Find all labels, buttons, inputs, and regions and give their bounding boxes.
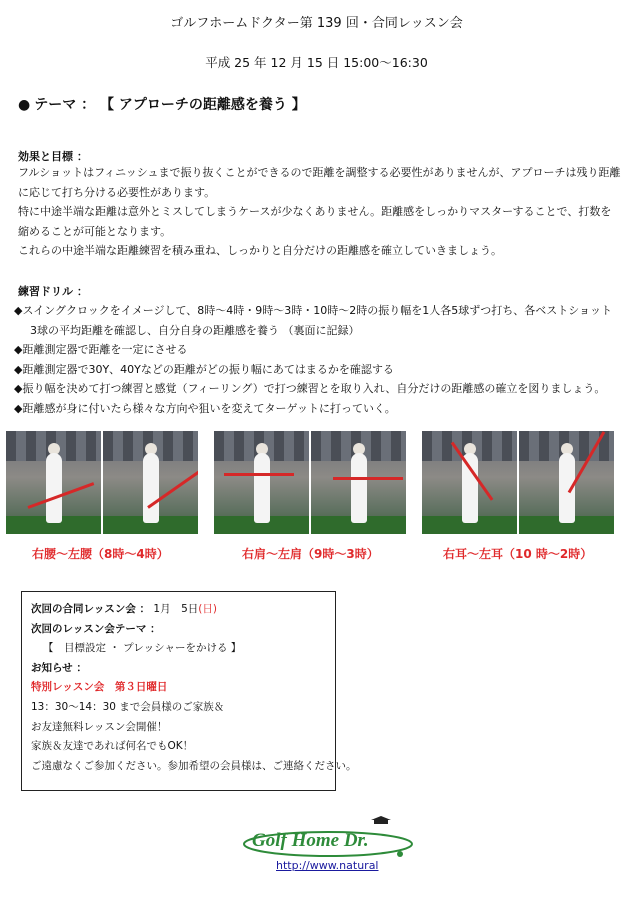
notice-content (31, 600, 357, 776)
special-lesson: 特別レッスン会 第３日曜日 (31, 681, 168, 694)
drill-item: ◆距離測定器で距離を一定にさせる (14, 343, 188, 356)
contact-line: ご遠慮なくご参加ください。参加希望の会員様は、ご連絡ください。 (31, 759, 357, 772)
website-link[interactable]: http://www.natural (276, 859, 379, 872)
drill-heading: 練習ドリル ： (18, 285, 88, 298)
effect-line: これらの中途半端な距離練習を積み重ね、しっかりと自分だけの距離感を確立していきましょう。 (18, 244, 502, 257)
caption-ear: 右耳～左耳（10 時～2時） (443, 547, 593, 561)
effect-line: に応じて打ち分ける必要性があります。 (18, 185, 216, 199)
effect-body (18, 163, 621, 261)
theme-text: テーマ ： 【 アプローチの距離感を養う 】 (34, 97, 306, 113)
photo-pair-shoulder (214, 431, 406, 534)
drill-item: ◆距離測定器で30Y、40Yなどの距離がどの振り幅にあてはまるかを確認する (14, 362, 394, 376)
theme-heading (18, 94, 306, 114)
effect-line: フルショットはフィニッシュまで振り抜くことができるので距離を調整する必要性がありませんが、アプローチは残り距離 (18, 166, 621, 179)
next-lesson-row (31, 600, 357, 620)
time-line: 13：30～14：30 まで会員様のご家族＆ (31, 700, 225, 713)
swing-photo (422, 431, 517, 534)
photo-pair-waist (6, 431, 198, 534)
golf-home-dr-logo (240, 816, 415, 864)
drill-item-continuation: 3球の平均距離を確認し、自分自身の距離感を養う （裏面に記録） (30, 323, 360, 337)
logo-text: Golf Home Dr. (252, 830, 369, 851)
next-theme: 【 目標設定 ・ プレッシャーをかける 】 (43, 642, 242, 655)
announce-label: お知らせ ： (31, 661, 87, 674)
drill-item: ◆距離感が身に付いたら様々な方向や狙いを変えてターゲットに打っていく。 (14, 401, 396, 415)
swing-photo (103, 431, 198, 534)
effect-heading: 効果と目標 ： (18, 150, 88, 163)
swing-photo (311, 431, 406, 534)
ok-line: 家族＆友達であれば何名でもOK！ (31, 740, 194, 753)
bullet-icon: ● (18, 97, 31, 113)
next-theme-label: 次回のレッスン会テーマ ： (31, 622, 161, 635)
caption-shoulder: 右肩～左肩（9時～3時） (242, 547, 379, 561)
effect-line: 特に中途半端な距離は意外とミスしてしまうケースが少なくありません。距離感をしっかりマスターすることで、打数を (18, 205, 612, 218)
drill-item: ◆スイングクロックをイメージして、8時～4時・9時～3時・10時～2時の振り幅を1人各5球ずつ打ち、各ベストショット (14, 304, 613, 317)
next-lesson-day: (日) (198, 603, 217, 615)
page-title: ゴルフホームドクター第 139 回・合同レッスン会 (170, 16, 463, 31)
swing-photo (6, 431, 101, 534)
swing-photo (214, 431, 309, 534)
drill-list (14, 301, 612, 418)
effect-line: 縮めることが可能となります。 (18, 224, 172, 238)
next-lesson-date: 1月 5日 (153, 603, 199, 615)
event-date: 平成 25 年 12 月 15 日 15:00〜16:30 (205, 55, 428, 70)
swing-photo (519, 431, 614, 534)
photo-pair-ear (422, 431, 614, 534)
next-lesson-label: 次回の合同レッスン会 ： (31, 603, 151, 615)
drill-item: ◆振り幅を決めて打つ練習と感覚（フィーリング）で打つ練習とを取り入れ、自分だけの距離感の確立を図りましょう。 (14, 382, 606, 395)
caption-waist: 右腰～左腰（8時～4時） (32, 547, 169, 561)
free-lesson-line: お友達無料レッスン会開催！ (31, 720, 168, 733)
